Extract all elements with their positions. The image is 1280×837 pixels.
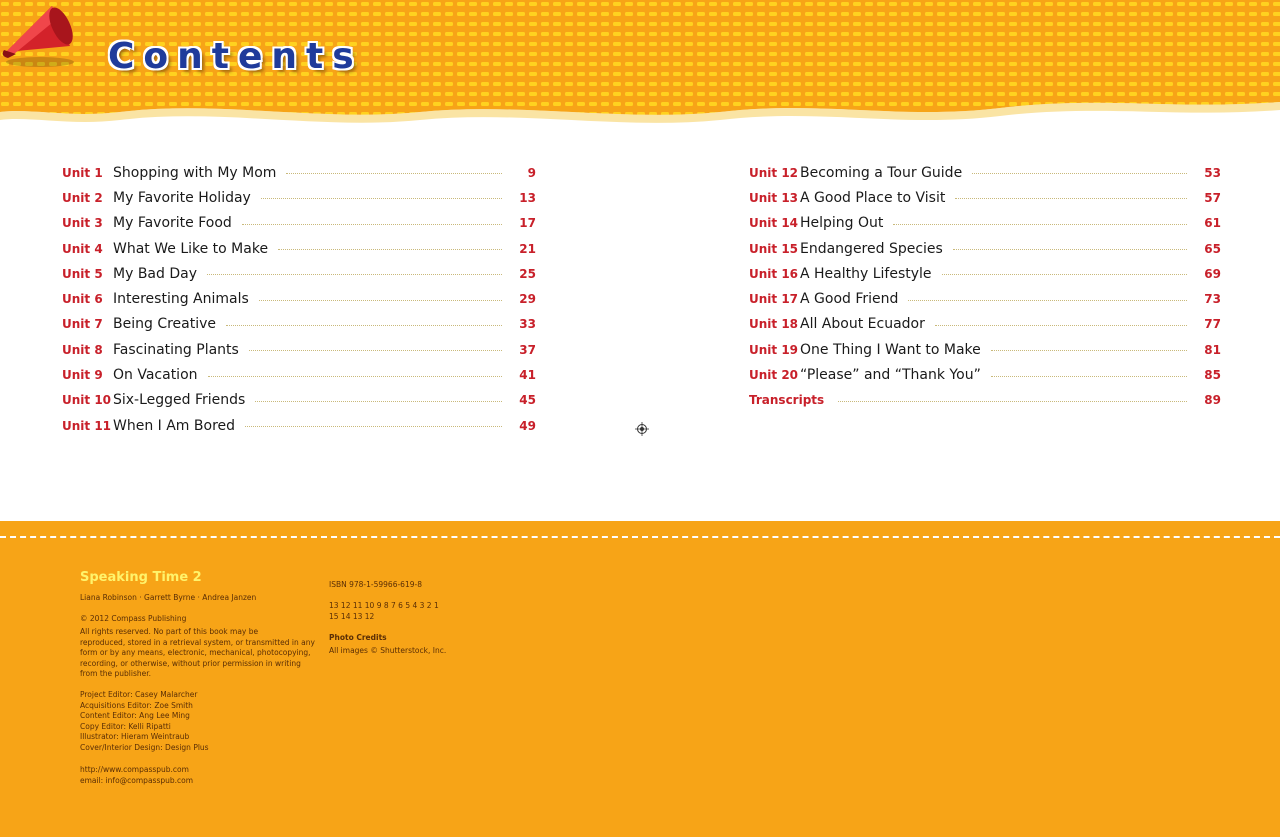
dot-leader	[278, 249, 502, 250]
credit-line: Illustrator: Hieram Weintraub	[80, 732, 190, 742]
page-number: 69	[1204, 266, 1221, 281]
dot-leader	[893, 224, 1187, 225]
contents-header-band	[0, 0, 1280, 130]
toc-entry[interactable]	[62, 312, 536, 337]
unit-title: A Good Place to Visit	[800, 189, 946, 206]
toc-entry[interactable]	[62, 413, 536, 438]
unit-label: Unit 10	[62, 393, 112, 408]
toc-entry[interactable]	[749, 286, 1221, 311]
unit-label: Unit 16	[749, 266, 799, 281]
dot-leader	[261, 198, 502, 199]
unit-title: Fascinating Plants	[113, 341, 239, 358]
transcripts-label: Transcripts	[749, 393, 825, 408]
dot-leader	[972, 173, 1187, 174]
toc-entry[interactable]	[62, 337, 536, 362]
unit-label: Unit 8	[62, 342, 103, 357]
page-number: 45	[519, 393, 536, 408]
rights-line: All rights reserved. No part of this book may be	[80, 627, 259, 636]
publisher-email-link[interactable]: email: info@compasspub.com	[80, 775, 194, 785]
publisher-contact	[80, 765, 193, 786]
page-number: 21	[519, 241, 536, 256]
unit-label: Unit 19	[749, 342, 799, 357]
unit-label: Unit 2	[62, 190, 103, 205]
page-number: 89	[1204, 393, 1221, 408]
dot-leader	[207, 274, 502, 275]
dashed-divider	[0, 536, 1280, 538]
unit-label: Unit 12	[749, 165, 799, 180]
dot-leader	[838, 401, 1187, 402]
page-number: 85	[1204, 368, 1221, 383]
toc-right-column	[749, 160, 1221, 413]
toc-entry[interactable]	[62, 211, 536, 236]
toc-entry[interactable]	[749, 185, 1221, 210]
credit-line: Project Editor: Casey Malarcher	[80, 690, 198, 699]
page-number: 9	[527, 165, 536, 180]
page-number: 57	[1204, 190, 1221, 205]
page-number: 41	[519, 368, 536, 383]
credit-line: Content Editor: Ang Lee Ming	[80, 711, 190, 721]
unit-label: Unit 20	[749, 368, 799, 383]
photo-credits-heading: Photo Credits	[329, 633, 387, 642]
page-number: 49	[519, 418, 536, 433]
toc-left-column	[62, 160, 536, 438]
toc-entry[interactable]	[62, 261, 536, 286]
unit-title: When I Am Bored	[113, 417, 236, 434]
toc-entry[interactable]	[749, 261, 1221, 286]
toc-entry[interactable]	[62, 388, 536, 413]
toc-entry[interactable]	[62, 286, 536, 311]
unit-title: All About Ecuador	[800, 316, 925, 333]
toc-entry[interactable]	[749, 362, 1221, 387]
rights-line: reproduced, stored in a retrieval system, or transmitted in any	[80, 637, 315, 647]
page-number: 17	[519, 216, 536, 231]
toc-entry[interactable]	[62, 185, 536, 210]
toc-entry[interactable]	[749, 211, 1221, 236]
page-number: 81	[1204, 342, 1221, 357]
unit-title: My Bad Day	[113, 265, 197, 282]
dot-leader	[286, 173, 502, 174]
page-number: 53	[1204, 165, 1221, 180]
dot-leader	[242, 224, 502, 225]
page-number: 77	[1204, 317, 1221, 332]
unit-title: Becoming a Tour Guide	[800, 164, 963, 181]
page-number: 73	[1204, 292, 1221, 307]
unit-label: Unit 3	[62, 216, 103, 231]
credit-line: Acquisitions Editor: Zoe Smith	[80, 700, 193, 710]
dot-leader	[935, 325, 1187, 326]
unit-title: On Vacation	[113, 367, 198, 384]
unit-label: Unit 18	[749, 317, 799, 332]
unit-title: A Good Friend	[800, 291, 899, 308]
toc-entry[interactable]	[749, 312, 1221, 337]
unit-title: Interesting Animals	[113, 291, 249, 308]
unit-title: Endangered Species	[800, 240, 943, 257]
unit-label: Unit 13	[749, 190, 799, 205]
page-number: 25	[519, 266, 536, 281]
authors: Liana Robinson · Garrett Byrne · Andrea Janzen	[80, 593, 257, 602]
unit-label: Unit 9	[62, 368, 103, 383]
credit-line: Copy Editor: Kelli Ripatti	[80, 721, 171, 731]
publisher-url-link[interactable]: http://www.compasspub.com	[80, 765, 189, 774]
unit-title: What We Like to Make	[113, 240, 269, 257]
unit-title: My Favorite Food	[113, 215, 232, 232]
editorial-credits	[80, 690, 209, 754]
unit-label: Unit 14	[749, 216, 799, 231]
dot-leader	[953, 249, 1187, 250]
unit-title: “Please” and “Thank You”	[800, 367, 981, 384]
unit-label: Unit 6	[62, 292, 103, 307]
unit-title: A Healthy Lifestyle	[800, 265, 932, 282]
unit-title: Being Creative	[113, 316, 217, 333]
credit-line: Cover/Interior Design: Design Plus	[80, 742, 209, 752]
unit-label: Unit 15	[749, 241, 799, 256]
page-number: 65	[1204, 241, 1221, 256]
toc-entry[interactable]	[749, 160, 1221, 185]
dot-leader	[991, 376, 1187, 377]
unit-label: Unit 1	[62, 165, 103, 180]
rights-line: from the publisher.	[80, 669, 152, 679]
page-number: 37	[519, 342, 536, 357]
dot-leader	[245, 426, 502, 427]
toc-entry[interactable]	[62, 362, 536, 387]
photo-credits: All images © Shutterstock, Inc.	[329, 646, 447, 655]
registration-mark-icon	[635, 422, 649, 436]
page-number: 13	[519, 190, 536, 205]
dot-leader	[908, 300, 1187, 301]
toc-entry[interactable]	[749, 236, 1221, 261]
dot-leader	[955, 198, 1187, 199]
unit-title: One Thing I Want to Make	[800, 341, 981, 358]
dot-leader	[226, 325, 502, 326]
unit-title: Helping Out	[800, 215, 884, 232]
toc-entry[interactable]	[62, 236, 536, 261]
rights-line: form or by any means, electronic, mechanical, photocopying,	[80, 648, 311, 658]
unit-label: Unit 11	[62, 418, 112, 433]
page-title: Contents	[108, 36, 363, 77]
dot-leader	[259, 300, 502, 301]
copyright-line: © 2012 Compass Publishing	[80, 614, 187, 623]
page-number: 61	[1204, 216, 1221, 231]
page-number: 29	[519, 292, 536, 307]
rights-notice	[80, 627, 315, 680]
printing-line	[329, 601, 439, 622]
dot-leader	[255, 401, 502, 402]
copyright-footer	[0, 521, 1280, 837]
dot-leader	[249, 350, 502, 351]
printing-numbers: 13 12 11 10 9 8 7 6 5 4 3 2 1	[329, 601, 439, 610]
isbn: ISBN 978-1-59966-619-8	[329, 580, 422, 589]
unit-title: My Favorite Holiday	[113, 189, 251, 206]
toc-entry[interactable]	[62, 160, 536, 185]
unit-label: Unit 5	[62, 266, 103, 281]
dot-leader	[942, 274, 1187, 275]
unit-label: Unit 4	[62, 241, 103, 256]
dot-leader	[991, 350, 1187, 351]
rights-line: recording, or otherwise, without prior permission in writing	[80, 658, 301, 668]
unit-label: Unit 7	[62, 317, 103, 332]
dot-leader	[208, 376, 502, 377]
book-title: Speaking Time 2	[80, 570, 202, 585]
unit-label: Unit 17	[749, 292, 799, 307]
unit-title: Six-Legged Friends	[113, 392, 246, 409]
megaphone-icon	[0, 0, 80, 70]
toc-entry[interactable]	[749, 337, 1221, 362]
unit-title: Shopping with My Mom	[113, 164, 277, 181]
toc-entry-transcripts[interactable]	[749, 388, 1221, 413]
page-number: 33	[519, 317, 536, 332]
printing-years: 15 14 13 12	[329, 611, 375, 621]
